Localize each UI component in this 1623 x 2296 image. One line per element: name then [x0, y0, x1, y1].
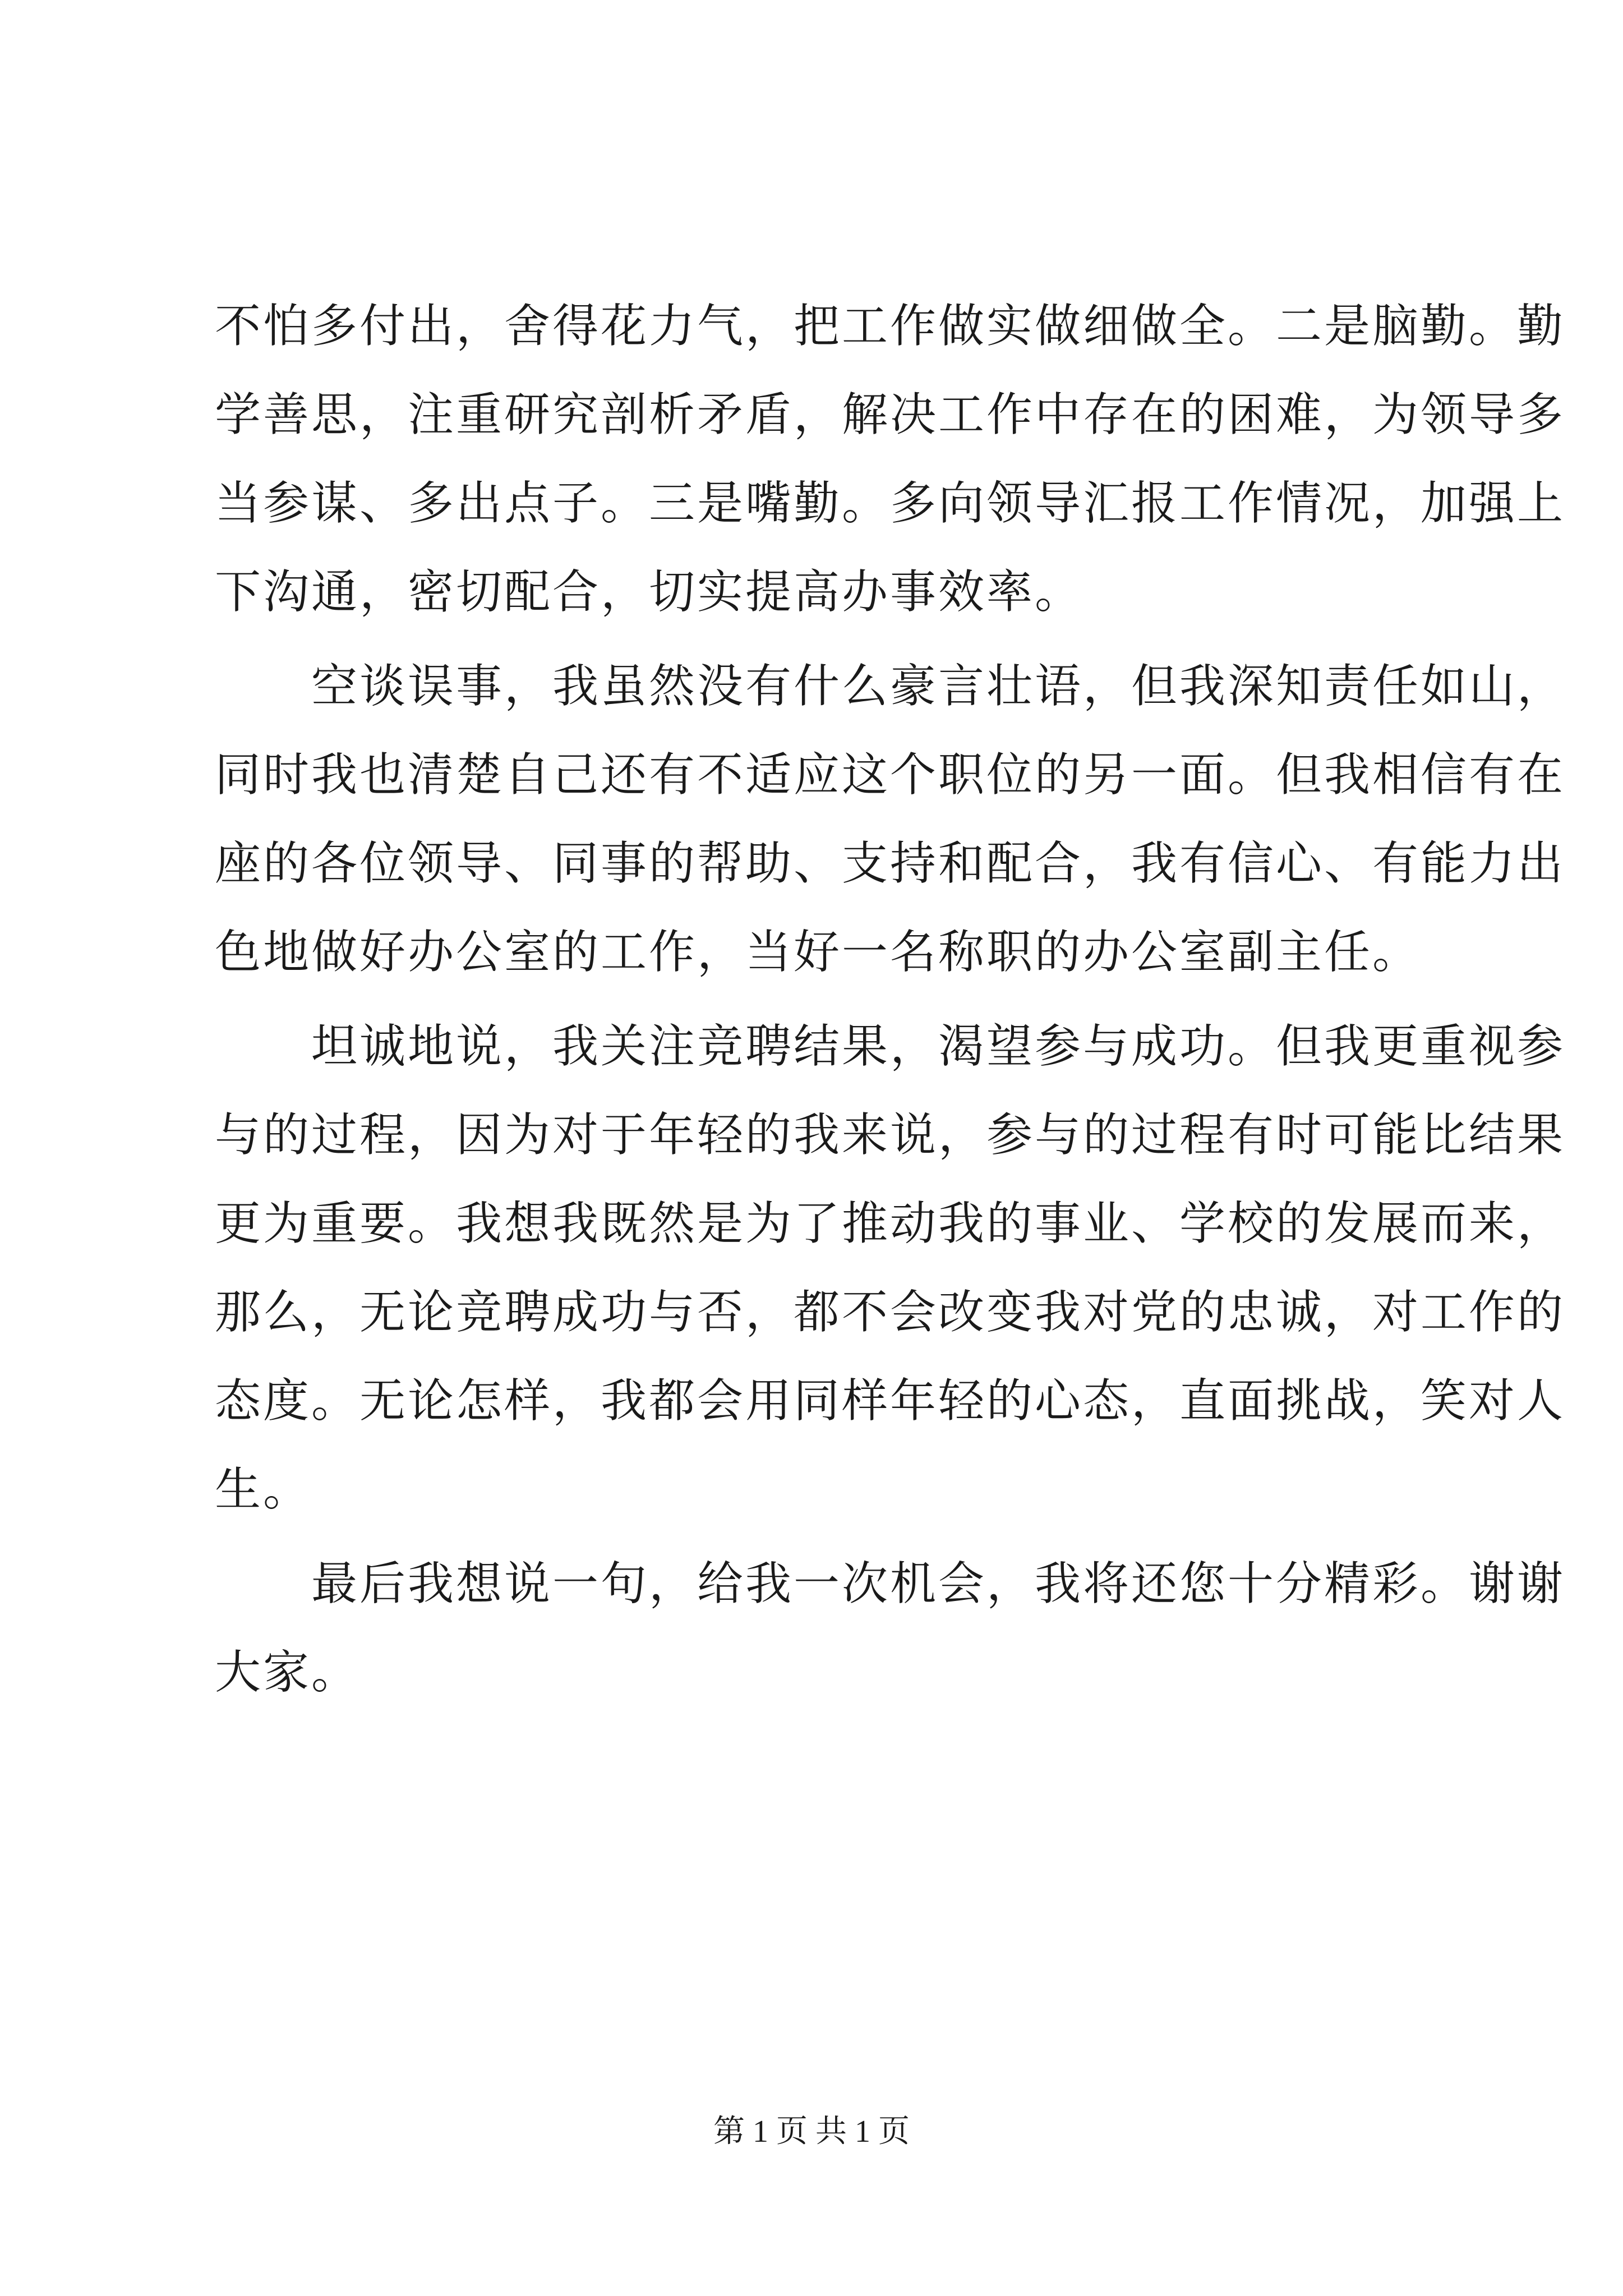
paragraph-gap [215, 1534, 1449, 1540]
text-line: 大家。 [215, 1646, 360, 1699]
text-line: 座的各位领导、同事的帮助、支持和配合，我有信心、有能力出 [215, 837, 1566, 890]
text-line: 坦诚地说，我关注竞聘结果，渴望参与成功。但我更重视参 [215, 1020, 1566, 1073]
text-line: 学善思，注重研究剖析矛盾，解决工作中存在的困难，为领导多 [215, 388, 1566, 441]
text-line: 那么，无论竞聘成功与否，都不会改变我对党的忠诚，对工作的 [215, 1286, 1566, 1339]
paragraph [215, 642, 1566, 997]
text-line: 下沟通，密切配合，切实提高办事效率。 [215, 565, 1083, 619]
page-number-label: 第 1 页 共 1 页 [713, 2114, 910, 2149]
text-line: 色地做好办公室的工作，当好一名称职的办公室副主任。 [215, 926, 1421, 979]
text-line: 空谈误事，我虽然没有什么豪言壮语，但我深知责任如山， [215, 660, 1566, 713]
text-line: 不怕多付出，舍得花力气，把工作做实做细做全。二是脑勤。勤 [215, 300, 1566, 353]
text-line: 生。 [215, 1463, 312, 1516]
paragraph [215, 1540, 1566, 1717]
text-line: 最后我想说一句，给我一次机会，我将还您十分精彩。谢谢 [215, 1557, 1566, 1611]
text-line: 与的过程，因为对于年轻的我来说，参与的过程有时可能比结果 [215, 1108, 1566, 1162]
document-body [215, 282, 1566, 1717]
text-line: 同时我也清楚自己还有不适应这个职位的另一面。但我相信有在 [215, 748, 1566, 802]
text-line: 更为重要。我想我既然是为了推动我的事业、学校的发展而来， [215, 1197, 1566, 1250]
paragraph [215, 282, 1566, 637]
text-line: 态度。无论怎样，我都会用同样年轻的心态，直面挑战，笑对人 [215, 1374, 1566, 1428]
paragraph [215, 1002, 1566, 1534]
paragraph-gap [215, 637, 1449, 642]
text-line: 当参谋、多出点子。三是嘴勤。多向领导汇报工作情况，加强上 [215, 477, 1566, 530]
page-footer [0, 2106, 1623, 2151]
paragraph-gap [215, 997, 1449, 1002]
